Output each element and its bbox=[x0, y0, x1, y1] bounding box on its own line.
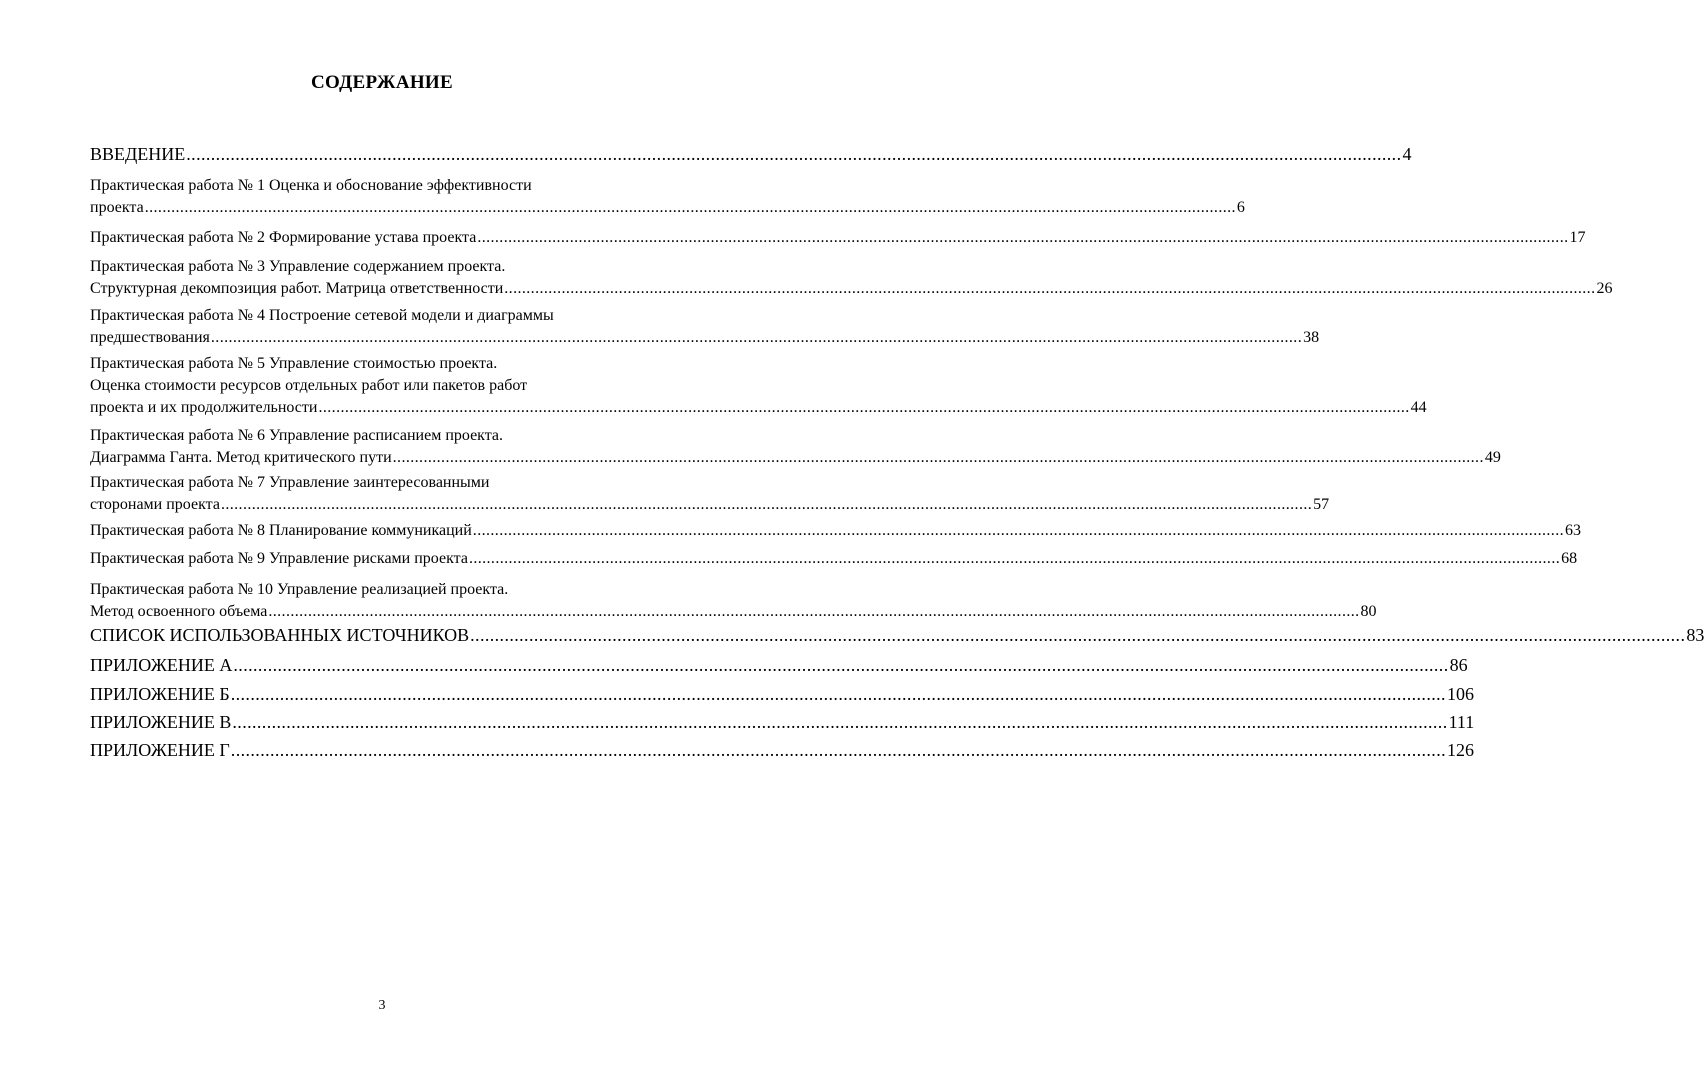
toc-entry-text: Практическая работа № 1 Оценка и обоснование эффективности bbox=[90, 177, 532, 194]
toc-dot-leader: ........................................................................................................................................................................................................................................................ bbox=[230, 740, 1446, 760]
toc-dot-leader: ........................................................................................................................................................................................................................................................ bbox=[144, 199, 1236, 216]
toc-dot-leader: ........................................................................................................................................................................................................................................................ bbox=[268, 603, 1360, 620]
toc-entry-last-line bbox=[90, 326, 1320, 349]
toc-entry-text: Диаграмма Ганта. Метод критического пути bbox=[90, 449, 392, 466]
toc-page-number: 126 bbox=[1447, 740, 1474, 760]
toc-entry-text: Метод освоенного объема bbox=[90, 603, 268, 620]
toc-entry-last-line bbox=[90, 711, 1475, 734]
toc-dot-leader: ........................................................................................................................................................................................................................................................ bbox=[233, 655, 1449, 675]
toc-dot-leader: ........................................................................................................................................................................................................................................................ bbox=[477, 229, 1569, 246]
toc-entry-text: Практическая работа № 10 Управление реализацией проекта. bbox=[90, 581, 509, 598]
page-number: 3 bbox=[378, 998, 386, 1013]
toc-entry-last-line bbox=[90, 624, 1704, 647]
toc-page-number: 111 bbox=[1448, 712, 1475, 732]
toc-entry-last-line bbox=[90, 547, 1578, 570]
toc-page-number: 6 bbox=[1236, 199, 1245, 216]
table-of-contents bbox=[90, 0, 1704, 1080]
toc-dot-leader: ........................................................................................................................................................................................................................................................ bbox=[210, 329, 1303, 346]
toc-entry-line bbox=[90, 471, 672, 494]
toc-entry-text: ВВЕДЕНИЕ bbox=[90, 144, 186, 164]
toc-entry-last-line bbox=[90, 226, 1586, 249]
toc-page-number: 17 bbox=[1569, 229, 1586, 246]
toc-entry-text: Практическая работа № 7 Управление заинтересованными bbox=[90, 474, 490, 491]
toc-entry-last-line bbox=[90, 277, 1613, 300]
toc-entry-text: ПРИЛОЖЕНИЕ Б bbox=[90, 684, 230, 704]
toc-entry-text: Структурная декомпозиция работ. Матрица ответственности bbox=[90, 280, 504, 297]
toc-page-number: 38 bbox=[1303, 329, 1320, 346]
toc-page-number: 106 bbox=[1446, 684, 1474, 704]
toc-dot-leader: ........................................................................................................................................................................................................................................................ bbox=[392, 449, 1484, 466]
toc-dot-leader: ........................................................................................................................................................................................................................................................ bbox=[504, 280, 1596, 297]
toc-entry-line bbox=[90, 374, 672, 397]
toc-dot-leader: ........................................................................................................................................................................................................................................................ bbox=[186, 144, 1402, 164]
toc-entry-line bbox=[90, 578, 672, 601]
toc-page-number: 49 bbox=[1484, 449, 1501, 466]
toc-entry-line bbox=[90, 255, 672, 278]
toc-entry-last-line bbox=[90, 446, 1501, 469]
toc-page-number: 44 bbox=[1410, 399, 1427, 416]
toc-entry-text: СПИСОК ИСПОЛЬЗОВАННЫХ ИСТОЧНИКОВ bbox=[90, 625, 470, 645]
toc-entry-text: проекта и их продолжительности bbox=[90, 399, 318, 416]
toc-entry-text: Практическая работа № 6 Управление расписанием проекта. bbox=[90, 427, 504, 444]
toc-entry-last-line bbox=[90, 739, 1474, 762]
toc-entry-text: предшествования bbox=[90, 329, 210, 346]
toc-entry-last-line bbox=[90, 654, 1468, 677]
toc-entry-text: Практическая работа № 5 Управление стоимостью проекта. bbox=[90, 355, 498, 372]
toc-entry-text: Оценка стоимости ресурсов отдельных работ или пакетов работ bbox=[90, 377, 528, 394]
toc-entry-text: Практическая работа № 4 Построение сетевой модели и диаграммы bbox=[90, 307, 554, 324]
toc-entry-last-line bbox=[90, 493, 1330, 516]
toc-entry-line bbox=[90, 352, 672, 375]
toc-entry-line bbox=[90, 424, 672, 447]
toc-entry-last-line bbox=[90, 143, 1412, 166]
toc-page-number: 68 bbox=[1561, 550, 1578, 567]
toc-entry-text: сторонами проекта bbox=[90, 496, 220, 513]
toc-page-number: 80 bbox=[1360, 603, 1377, 620]
toc-entry-text: проекта bbox=[90, 199, 144, 216]
toc-entry-last-line bbox=[90, 519, 1581, 542]
page-title: СОДЕРЖАНИЕ bbox=[311, 72, 453, 93]
toc-entry-last-line bbox=[90, 396, 1427, 419]
toc-dot-leader: ........................................................................................................................................................................................................................................................ bbox=[472, 522, 1564, 539]
toc-page-number: 4 bbox=[1402, 144, 1412, 164]
toc-entry-text: Практическая работа № 8 Планирование коммуникаций bbox=[90, 522, 472, 539]
toc-entry-text: Практическая работа № 2 Формирование устава проекта bbox=[90, 229, 477, 246]
toc-dot-leader: ........................................................................................................................................................................................................................................................ bbox=[230, 684, 1446, 704]
toc-page-number: 86 bbox=[1449, 655, 1468, 675]
toc-page-number: 57 bbox=[1313, 496, 1330, 513]
toc-entry-last-line bbox=[90, 196, 1245, 219]
toc-entry-line bbox=[90, 304, 672, 327]
toc-entry-text: ПРИЛОЖЕНИЕ А bbox=[90, 655, 233, 675]
toc-page-number: 83 bbox=[1686, 625, 1704, 645]
toc-dot-leader: ........................................................................................................................................................................................................................................................ bbox=[468, 550, 1561, 567]
toc-dot-leader: ........................................................................................................................................................................................................................................................ bbox=[470, 625, 1686, 645]
toc-entry-line bbox=[90, 174, 672, 197]
toc-entry-last-line bbox=[90, 600, 1377, 623]
toc-entry-text: Практическая работа № 9 Управление рисками проекта bbox=[90, 550, 468, 567]
toc-dot-leader: ........................................................................................................................................................................................................................................................ bbox=[232, 712, 1448, 732]
toc-entry-text: Практическая работа № 3 Управление содержанием проекта. bbox=[90, 258, 506, 275]
toc-dot-leader: ........................................................................................................................................................................................................................................................ bbox=[220, 496, 1313, 513]
toc-page-number: 26 bbox=[1596, 280, 1613, 297]
toc-dot-leader: ........................................................................................................................................................................................................................................................ bbox=[318, 399, 1410, 416]
toc-entry-text: ПРИЛОЖЕНИЕ В bbox=[90, 712, 232, 732]
toc-entry-text: ПРИЛОЖЕНИЕ Г bbox=[90, 740, 230, 760]
toc-entry-last-line bbox=[90, 683, 1474, 706]
toc-page-number: 63 bbox=[1565, 522, 1581, 539]
